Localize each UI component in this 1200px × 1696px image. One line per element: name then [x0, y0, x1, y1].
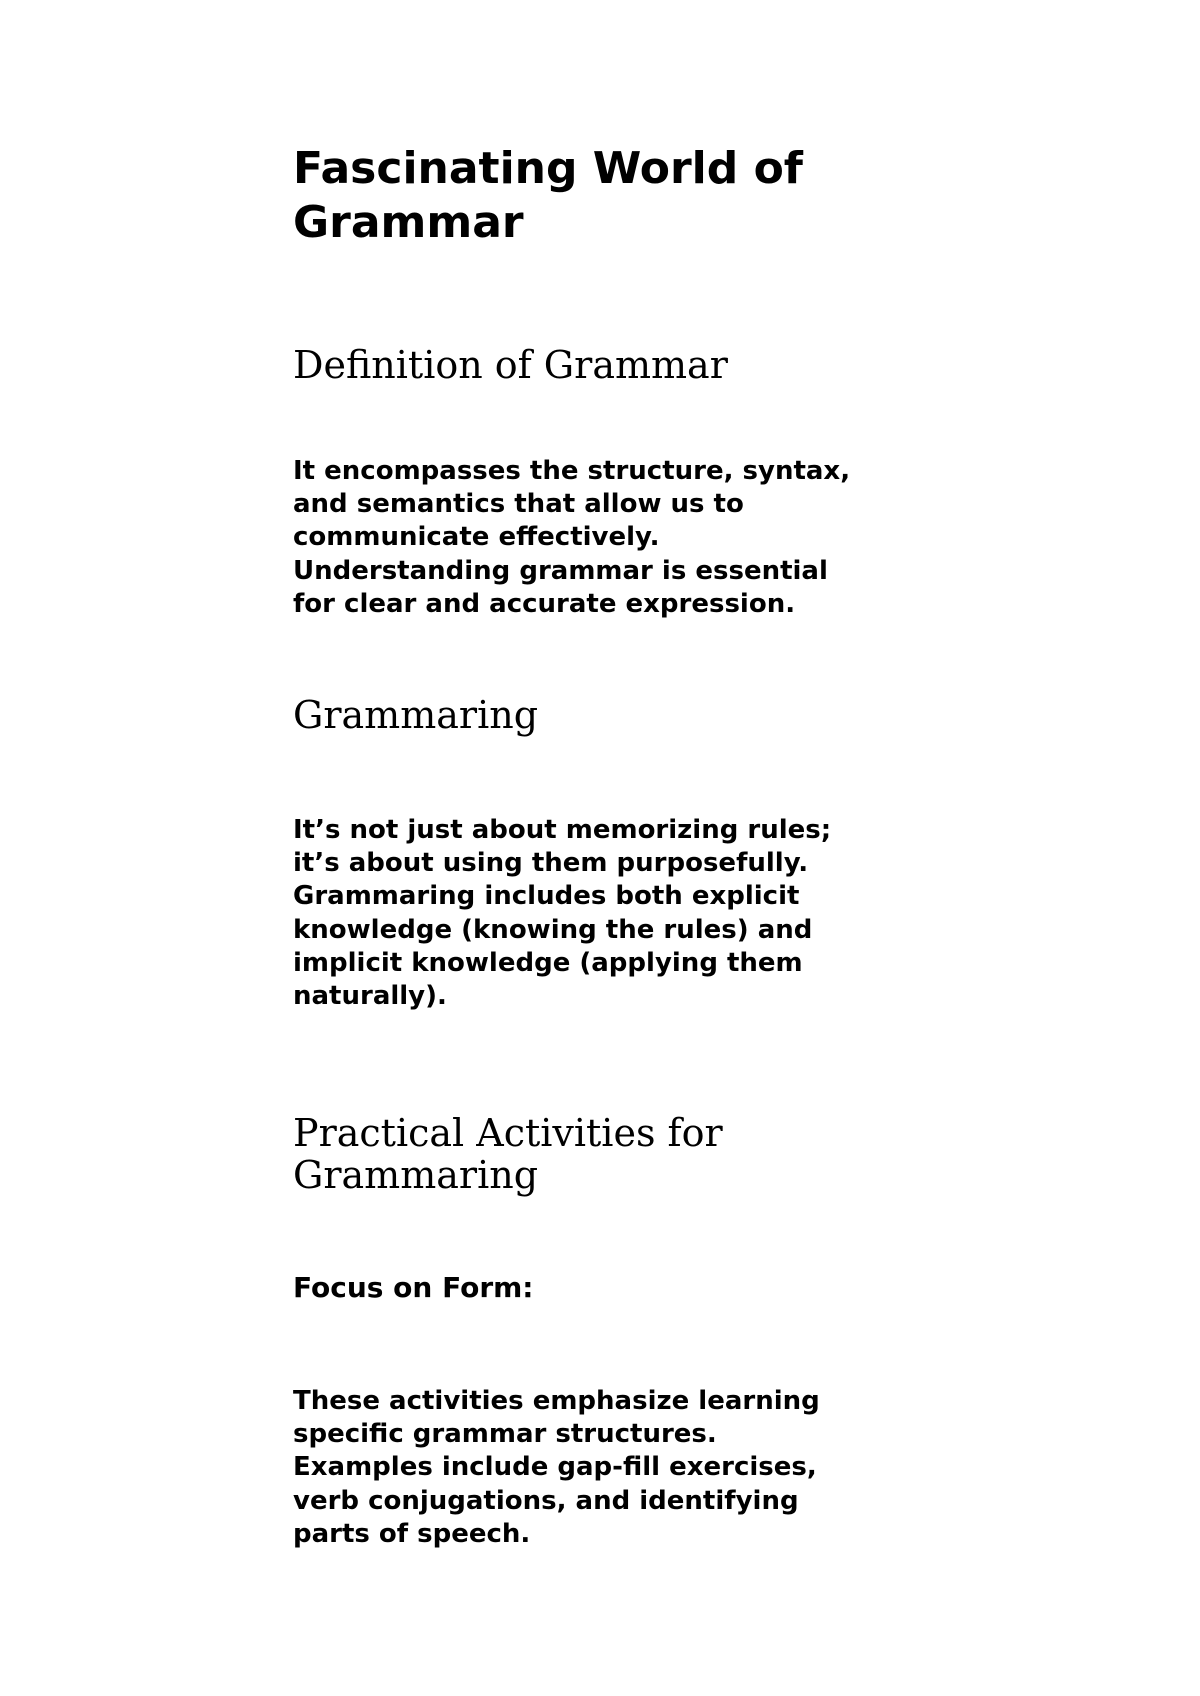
section-body-focus-on-form: These activities emphasize learning specific grammar structures. Examples include gap-fill exercises, verb conjugations, and identifying parts of speech. — [293, 1386, 820, 1549]
section-heading-practical-activities: Practical Activities for Grammaring — [293, 1111, 723, 1197]
section-heading-grammaring: Grammaring — [293, 693, 539, 737]
subheading-focus-on-form: Focus on Form: — [293, 1271, 534, 1304]
document-page — [293, 0, 933, 1696]
section-heading-definition: Definition of Grammar — [293, 343, 728, 387]
section-body-definition: It encompasses the structure, syntax, and semantics that allow us to communicate effectively. Understanding grammar is essential for clear and accurate expression. — [293, 456, 851, 619]
section-body-grammaring: It’s not just about memorizing rules; it’s about using them purposefully. Grammaring includes both explicit knowledge (knowing the rules) and implicit knowledge (applying them naturally). — [293, 815, 832, 1012]
page-title: Fascinating World of Grammar — [293, 143, 803, 248]
